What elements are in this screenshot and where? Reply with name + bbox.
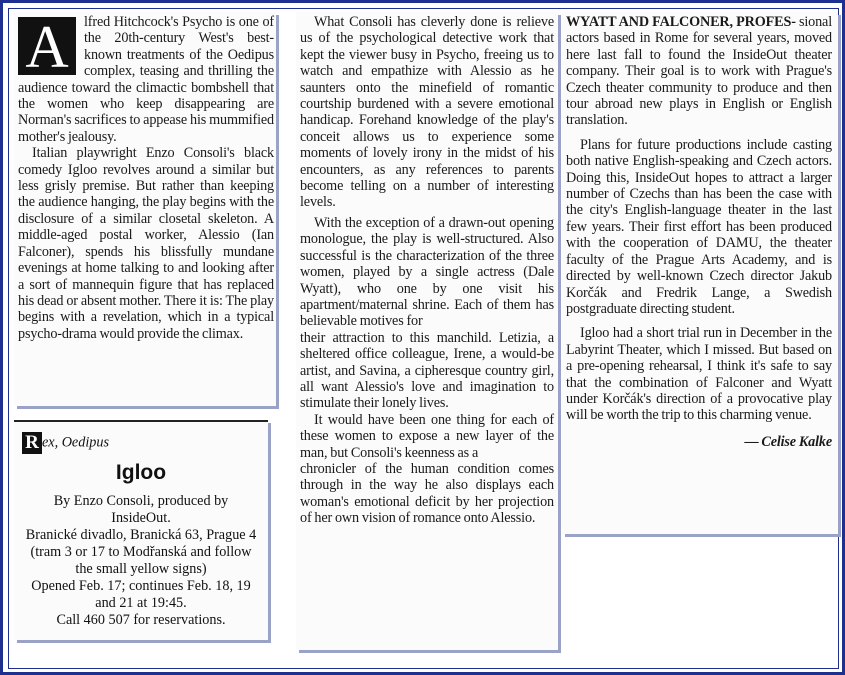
info-line: InsideOut. bbox=[111, 510, 171, 526]
col3-paragraph-1-text: sional actors based in Rome for several years, moved here last fall to found the InsideOut theater company. Their goal is to work with Prague's Czech theater community to produce and then tour abroad new plays in English or English translation. bbox=[566, 14, 832, 129]
info-line: Opened Feb. 17; continues Feb. 18, 19 bbox=[31, 578, 251, 594]
col2-paragraph-3b: chronicler of the human condition comes through in the way he also displays each woman's emotional deficit by her projection of her own vision of romance onto Alessio. bbox=[300, 460, 554, 527]
column-3 bbox=[562, 12, 838, 534]
info-line: By Enzo Consoli, produced by bbox=[53, 493, 229, 509]
col1-paragraph-1: lfred Hitchcock's Psycho is one of the 20th-century West's best-known treatments of the Oedipus complex, teasing and thrilling the audience toward the climactic bombshell that the women who keep disappearing are Norman's sacrifices to appease his mummified mother's jealousy. bbox=[18, 14, 274, 145]
column-1 bbox=[14, 12, 276, 406]
review-info-box bbox=[14, 420, 268, 640]
col3-paragraph-1 bbox=[566, 14, 832, 129]
col3-paragraph-3: Igloo had a short trial run in December in the Labyrint Theater, which I missed. But based on a pre-opening rehearsal, I think it's safe to say that the combination of Falconer and Wyatt under Korčák's direction of a provocative play will be worth the trip to this charming venue. bbox=[566, 325, 832, 424]
author-byline: — Celise Kalke bbox=[744, 433, 832, 450]
section-heading: WYATT AND FALCONER, PROFES- bbox=[566, 14, 796, 30]
col2-paragraph-2-continued: their attraction to this manchild. Letizia, a sheltered office colleague, Irene, a would-be artist, and Savina, a cipheresque country girl, all want Alessio's love and imagination to stimulate their lonely lives. bbox=[300, 329, 554, 412]
col2-paragraph-3a: It would have been one thing for each of these women to expose a new layer of the man, but Consoli's keenness as a bbox=[300, 411, 554, 461]
col3-paragraph-2: Plans for future productions include casting both native English-speaking and Czech actors. Doing this, InsideOut hopes to attract a larger number of Czechs than has been the case with the city's English-language theater in the last few years. Their first effort has been produced with the cooperation of DAMU, the theater faculty of the Prague Arts Academy, and is directed by well-known Czech director Jakub Korčák and Fredrik Lange, a Swedish postgraduate directing student. bbox=[566, 136, 832, 317]
rex-cap-letter: R bbox=[22, 432, 42, 454]
rex-oedipus-label bbox=[22, 432, 268, 454]
info-line: the small yellow signs) bbox=[75, 561, 207, 577]
drop-cap: A bbox=[18, 17, 76, 75]
info-line: Branické divadlo, Branická 63, Prague 4 bbox=[25, 527, 257, 543]
rex-text: ex, Oedipus bbox=[42, 434, 109, 451]
info-line: (tram 3 or 17 to Modřanská and follow bbox=[30, 544, 252, 560]
col2-paragraph-1: What Consoli has cleverly done is relieve us of the psychological detective work that kept the viewer busy in Psycho, freeing us to watch and empathize with Alessio as he saunters onto the minefield of romantic courtship burdened with a severe emotional handicap. Forehand knowledge of the play's conceit allows us to experience some moments of lovely irony in the midst of his encounters, as any references to parents become telling on a number of interesting levels. bbox=[300, 14, 554, 211]
column-2 bbox=[296, 12, 558, 650]
col2-paragraph-2: With the exception of a drawn-out opening monologue, the play is well-structured. Also successful is the characterization of the three women, played by a single actress (Dale Wyatt), who one by one visit his apartment/maternal shrine. Each of them has believable motives for bbox=[300, 214, 554, 330]
info-line: Call 460 507 for reservations. bbox=[56, 612, 226, 628]
play-title: Igloo bbox=[115, 461, 167, 484]
info-line: and 21 at 19:45. bbox=[95, 595, 187, 611]
col1-paragraph-2: Italian playwright Enzo Consoli's black comedy Igloo revolves around a similar but less grisly premise. But rather than keeping the audience hanging, the play begins with the disclosure of a similar closetal skeleton. A middle-aged postal worker, Alessio (Ian Falconer), spends his blissfully mundane evenings at home talking to and looking after a sort of mannequin figure that has replaced his dead or absent mother. There it is: The play begins with a revelation, which in a typical psycho-drama would provide the climax. bbox=[18, 145, 274, 342]
